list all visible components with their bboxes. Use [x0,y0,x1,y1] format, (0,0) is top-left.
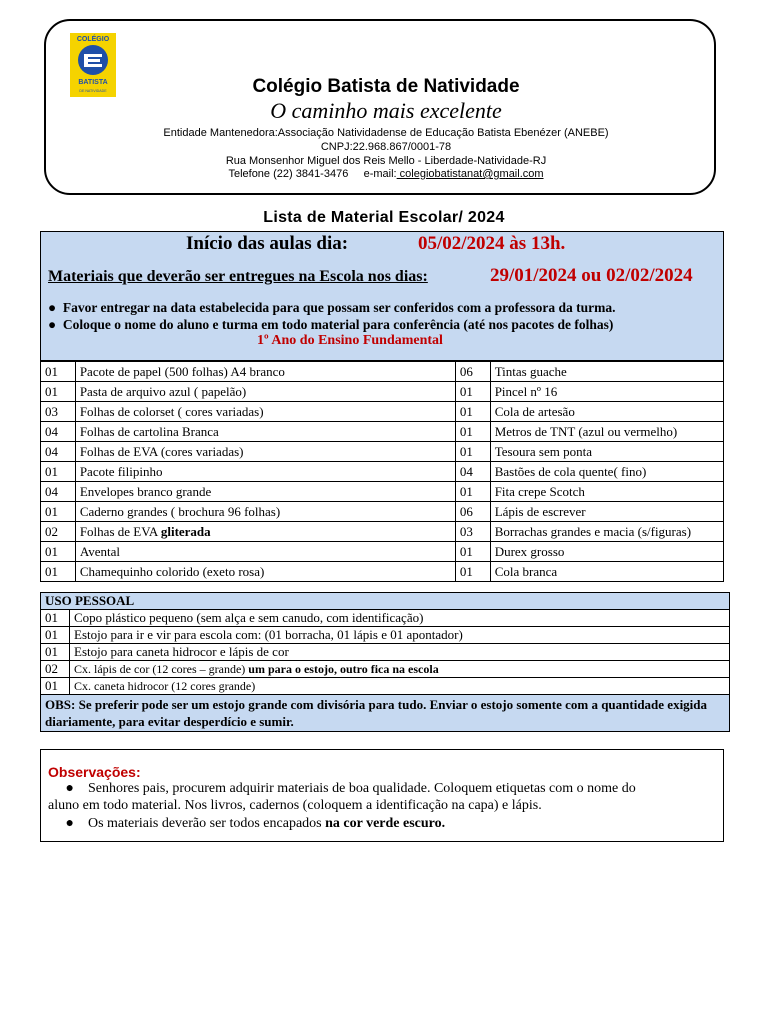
materials-table [40,361,724,582]
info-bullet-1 [48,300,616,316]
table-row [41,542,724,562]
qty-left [41,522,76,542]
start-label: Início das aulas dia: [186,233,349,254]
item-right-text: Tesoura sem ponta [494,443,592,459]
qty-right [455,522,490,542]
item-right [490,502,723,522]
observation-bold-text: na cor verde escuro. [325,816,446,831]
item [70,678,730,695]
item-left [75,542,455,562]
qty-right [455,422,490,442]
qty-left-text: 01 [45,503,58,519]
qty-left-text: 01 [45,363,58,379]
item-left [75,562,455,582]
item-text: Cx. lápis de cor (12 cores – grande) [74,661,249,676]
item-left-text: Avental [79,543,121,559]
bullet-icon: ● [48,300,57,315]
bullet-icon: ● [48,317,57,332]
table-row [41,382,724,402]
table-row [41,562,724,582]
item-right-text: Cola de artesão [494,403,575,419]
qty-right [455,482,490,502]
qty-right-text: 06 [459,503,473,519]
item-right-text: Fita crepe Scotch [494,483,585,499]
item-left [75,522,455,542]
table-row [41,362,724,382]
item-left [75,382,455,402]
qty-left [41,562,76,582]
qty-left [41,422,76,442]
qty-right [455,502,490,522]
qty-left [41,442,76,462]
item-right-text: Tintas guache [494,363,567,379]
item-right [490,542,723,562]
item-left-text: Envelopes branco grande [79,483,212,499]
grade-label: 1º Ano do Ensino Fundamental [257,333,443,348]
qty-left-text: 01 [45,543,58,559]
qty-right [455,442,490,462]
personal-use-section [40,592,730,732]
maintainer-entity: Entidade Mantenedora:Associação Natividadense de Educação Batista Ebenézer (ANEBE) [163,127,609,139]
qty: 01 [41,678,70,695]
observation-1-cont: aluno em todo material. Nos livros, cadernos (coloquem a identificação na capa) e lápis. [48,798,542,813]
item-right [490,362,723,382]
item-left [75,362,455,382]
item-right-text: Bastões de cola quente( fino) [494,463,647,479]
item-left-bold-text: gliterada [160,523,211,539]
item [70,610,730,627]
observation-text: Senhores pais, procurem adquirir materiais de boa qualidade. Coloquem etiquetas com o nome do [87,781,636,796]
item [70,644,730,661]
contact-line [110,167,662,181]
item-left-text: Pasta de arquivo azul ( papelão) [79,383,247,399]
item-right [490,522,723,542]
school-motto: O caminho mais excelente [270,98,502,123]
qty-right [455,542,490,562]
qty-left [41,362,76,382]
qty-left [41,482,76,502]
item-right [490,422,723,442]
table-row [41,402,724,422]
qty: 01 [41,644,70,661]
item-left [75,502,455,522]
qty-left [41,382,76,402]
info-bullet-text: Favor entregar na data estabelecida para que possam ser conferidos com a professora da turma. [62,300,616,315]
school-name: Colégio Batista de Natividade [252,76,520,97]
table-row [41,482,724,502]
qty-right-text: 01 [459,383,473,399]
item-right-text: Durex grosso [494,543,565,559]
qty-left [41,462,76,482]
qty-right-text: 01 [459,563,473,579]
qty-right [455,462,490,482]
table-row [41,522,724,542]
phone: Telefone (22) 3841-3476 [228,168,349,180]
bullet-icon: ● [65,816,74,831]
logo-text-small: DE NATIVIDADE [79,89,107,93]
table-row [41,627,730,644]
qty-left-text: 04 [45,423,58,439]
qty-right-text: 01 [459,543,473,559]
personal-use-header: USO PESSOAL [41,593,730,610]
item [70,627,730,644]
item-right-text: Cola branca [494,563,558,579]
item-right-text: Metros de TNT (azul ou vermelho) [494,423,678,439]
item-left-text: Folhas de EVA [79,523,161,539]
qty-right-text: 01 [459,443,473,459]
item [70,661,730,678]
logo-text-bottom: BATISTA [78,79,108,86]
qty-left [41,542,76,562]
table-row [41,502,724,522]
observation-text: Os materiais deverão ser todos encapados [87,816,326,831]
item-left [75,482,455,502]
qty: 02 [41,661,70,678]
qty-right-text: 01 [459,403,473,419]
qty-right-text: 04 [459,463,473,479]
list-title: Lista de Material Escolar/ 2024 [263,209,505,226]
item-right [490,462,723,482]
qty-left-text: 04 [45,443,58,459]
qty-right [455,362,490,382]
item-left [75,402,455,422]
item-right-text: Borrachas grandes e macia (s/figuras) [494,523,692,539]
qty-left-text: 03 [45,403,58,419]
qty-right [455,562,490,582]
item-bold-text: um para o estojo, outro fica na escola [248,661,439,676]
qty-left [41,402,76,422]
qty-left [41,502,76,522]
item-left-text: Folhas de cartolina Branca [79,423,219,439]
table-row [41,610,730,627]
table-row [41,678,730,695]
item-left-text: Folhas de EVA (cores variadas) [79,443,244,459]
item-left [75,442,455,462]
deliver-dates: 29/01/2024 ou 02/02/2024 [490,265,693,286]
item-left-text: Pacote filipinho [79,463,163,479]
item-right [490,482,723,502]
personal-use-table [40,592,730,732]
logo-text-top: COLÉGIO [76,36,110,43]
personal-use-obs: OBS: Se preferir pode ser um estojo grande com divisória para tudo. Enviar o estojo somente com a quantidade exigida diariamente, para evitar desperdício e sumir. [41,695,730,732]
qty-left-text: 01 [45,563,58,579]
item-left-text: Folhas de colorset ( cores variadas) [79,403,264,419]
cnpj: CNPJ:22.968.867/0001-78 [320,141,452,153]
info-bullet-text: Coloque o nome do aluno e turma em todo material para conferência (até nos pacotes de folhas) [62,317,614,332]
item-right [490,382,723,402]
item-left-text: Pacote de papel (500 folhas) A4 branco [79,363,285,379]
bullet-icon: ● [65,781,74,796]
item-left-text: Chamequinho colorido (exeto rosa) [79,563,265,579]
table-row [41,661,730,678]
qty-right [455,402,490,422]
qty-right-text: 01 [459,423,473,439]
qty-left-text: 04 [45,483,58,499]
item-left [75,422,455,442]
item-text: Copo plástico pequeno (sem alça e sem canudo, com identificação) [74,610,424,625]
email-label: e-mail: [363,168,397,180]
school-logo [70,33,116,97]
item-left [75,462,455,482]
table-row [41,422,724,442]
email-link[interactable]: colegiobatistanat@gmail.com [396,168,544,180]
qty-left-text: 01 [45,383,58,399]
table-row [41,442,724,462]
observation-1 [48,780,720,797]
deliver-label: Materiais que deverão ser entregues na Escola nos dias: [48,268,428,285]
qty-right-text: 06 [459,363,473,379]
info-bullet-2 [48,317,613,333]
table-row [41,462,724,482]
item-left-text: Caderno grandes ( brochura 96 folhas) [79,503,281,519]
qty-right [455,382,490,402]
qty: 01 [41,610,70,627]
qty-left-text: 01 [45,463,58,479]
item-text: Cx. caneta hidrocor (12 cores grande) [74,678,256,693]
item-right-text: Lápis de escrever [494,503,586,519]
item-right-text: Pincel nº 16 [494,383,558,399]
observation-2 [48,815,720,832]
observations-title: Observações: [48,764,141,780]
start-date: 05/02/2024 às 13h. [418,233,566,254]
qty-left-text: 02 [45,523,58,539]
qty-right-text: 01 [459,483,473,499]
item-text: Estojo para ir e vir para escola com: (01 borracha, 01 lápis e 01 apontador) [74,627,463,642]
table-row [41,644,730,661]
qty: 01 [41,627,70,644]
item-right [490,562,723,582]
address: Rua Monsenhor Miguel dos Reis Mello - Liberdade-Natividade-RJ [225,155,547,167]
item-text: Estojo para caneta hidrocor e lápis de cor [74,644,289,659]
qty-right-text: 03 [459,523,473,539]
item-right [490,442,723,462]
item-right [490,402,723,422]
